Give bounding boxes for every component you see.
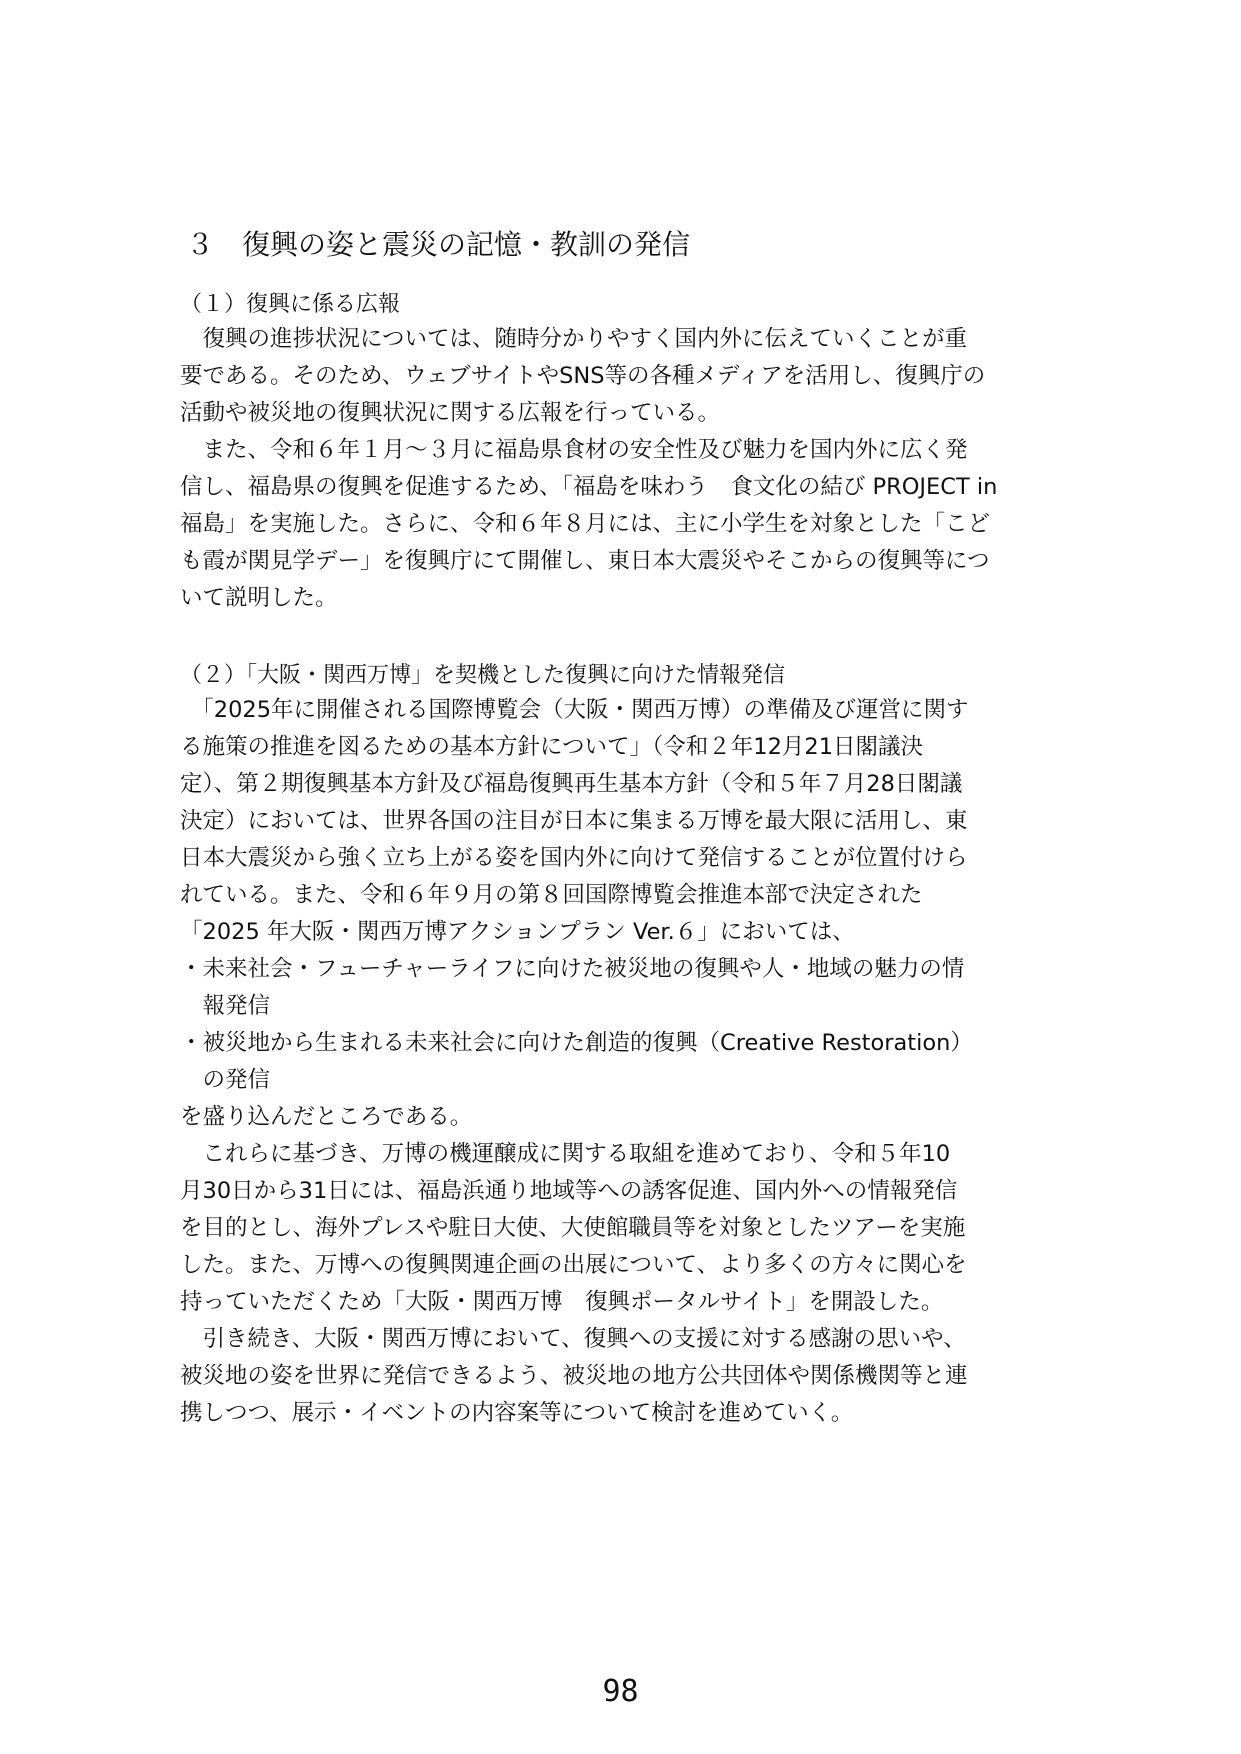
paragraph-line: る施策の推進を図るための基本方針について」（令和２年12月21日閣議決 bbox=[180, 734, 924, 760]
paragraph-line: 日本大震災から強く立ち上がる姿を国内外に向けて発信することが位置付けら bbox=[180, 845, 968, 871]
bullet-line: 報発信 bbox=[180, 993, 271, 1019]
page-number: 98 bbox=[602, 1674, 639, 1709]
paragraph-line: 持っていただくため「大阪・関西万博 復興ポータルサイト」を開設した。 bbox=[180, 1289, 944, 1315]
paragraph-line: 信し、福島県の復興を促進するため、「福島を味わう 食文化の結び PROJECT in bbox=[180, 474, 998, 500]
paragraph-line: を目的とし、海外プレスや駐日大使、大使館職員等を対象としたツアーを実施 bbox=[180, 1215, 966, 1241]
paragraph-line: を盛り込んだところである。 bbox=[180, 1104, 473, 1130]
subsection-2-title: （２）「大阪・関西万博」を契機とした復興に向けた情報発信 bbox=[180, 663, 786, 688]
paragraph-line: 活動や被災地の復興状況に関する広報を行っている。 bbox=[180, 400, 721, 426]
paragraph-line: また、令和６年１月～３月に福島県食材の安全性及び魅力を国内外に広く発 bbox=[180, 437, 968, 463]
paragraph-line: これらに基づき、万博の機運醸成に関する取組を進めており、令和５年10 bbox=[180, 1141, 951, 1167]
subsection-1-title: （１）復興に係る広報 bbox=[180, 292, 401, 317]
paragraph-line: した。また、万博への復興関連企画の出展について、より多くの方々に関心を bbox=[180, 1252, 967, 1278]
paragraph-line: いて説明した。 bbox=[180, 585, 338, 611]
paragraph-line: 「2025年に開催される国際博覧会（大阪・関西万博）の準備及び運営に関す bbox=[180, 697, 969, 723]
paragraph-line: も霞が関見学デー」を復興庁にて開催し、東日本大震災やそこからの復興等につ bbox=[180, 548, 990, 574]
paragraph-line: 携しつつ、展示・イベントの内容案等について検討を進めていく。 bbox=[180, 1400, 854, 1426]
bullet-line: の発信 bbox=[180, 1067, 271, 1093]
paragraph-line: 福島」を実施した。さらに、令和６年８月には、主に小学生を対象とした「こど bbox=[180, 511, 991, 537]
subsection-2-body bbox=[180, 692, 1070, 1432]
bullet-line: ・被災地から生まれる未来社会に向けた創造的復興（Creative Restoration） bbox=[180, 1030, 973, 1056]
bullet-line: ・未来社会・フューチャーライフに向けた被災地の復興や人・地域の魅力の情 bbox=[180, 956, 965, 982]
paragraph-line: 定）、第２期復興基本方針及び福島復興再生基本方針（令和５年７月28日閣議 bbox=[180, 771, 963, 797]
paragraph-line: 被災地の姿を世界に発信できるよう、被災地の地方公共団体や関係機関等と連 bbox=[180, 1363, 968, 1389]
paragraph-line: 引き続き、大阪・関西万博において、復興への支援に対する感謝の思いや、 bbox=[180, 1326, 966, 1352]
section-heading: ３ 復興の姿と震災の記憶・教訓の発信 bbox=[186, 228, 691, 261]
subsection-1-body bbox=[180, 321, 1070, 617]
paragraph-line: れている。また、令和６年９月の第８回国際博覧会推進本部で決定された bbox=[180, 882, 923, 908]
paragraph-line: 月30日から31日には、福島浜通り地域等への誘客促進、国内外への情報発信 bbox=[180, 1178, 958, 1204]
paragraph-line: 要である。そのため、ウェブサイトやSNS等の各種メディアを活用し、復興庁の bbox=[180, 363, 986, 389]
paragraph-line: 復興の進捗状況については、随時分かりやすく国内外に伝えていくことが重 bbox=[180, 326, 968, 352]
paragraph-line: 「2025 年大阪・関西万博アクションプラン Ver.６」においては、 bbox=[180, 919, 855, 945]
paragraph-line: 決定）においては、世界各国の注目が日本に集まる万博を最大限に活用し、東 bbox=[180, 808, 968, 834]
